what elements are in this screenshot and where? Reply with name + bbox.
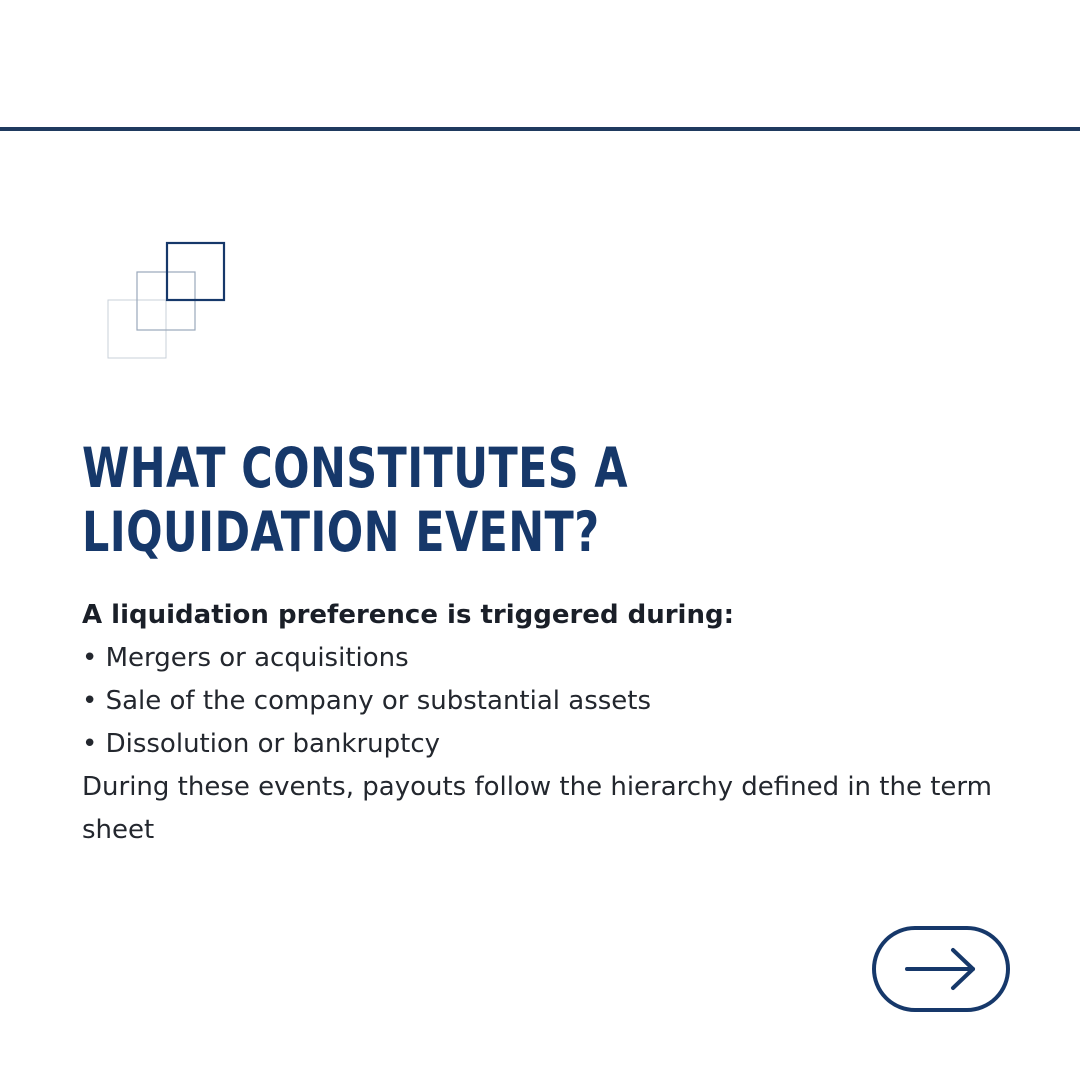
page-title [82, 436, 675, 564]
lead-sentence: A liquidation preference is triggered during: [82, 600, 734, 630]
arrow-right-icon [901, 944, 981, 994]
title-line-2: LIQUIDATION EVENT? [82, 500, 600, 564]
title-line-1: WHAT CONSTITUTES A [82, 436, 628, 500]
top-divider [0, 127, 1080, 131]
closing-sentence: During these events, payouts follow the hierarchy defined in the term sheet [82, 772, 992, 845]
next-button[interactable] [872, 926, 1010, 1012]
body-content [82, 594, 1032, 852]
bullet-item: • Sale of the company or substantial assets [82, 686, 652, 716]
overlapping-squares-icon [100, 235, 240, 370]
bullet-item: • Dissolution or bankruptcy [82, 729, 440, 759]
bullet-item: • Mergers or acquisitions [82, 643, 409, 673]
